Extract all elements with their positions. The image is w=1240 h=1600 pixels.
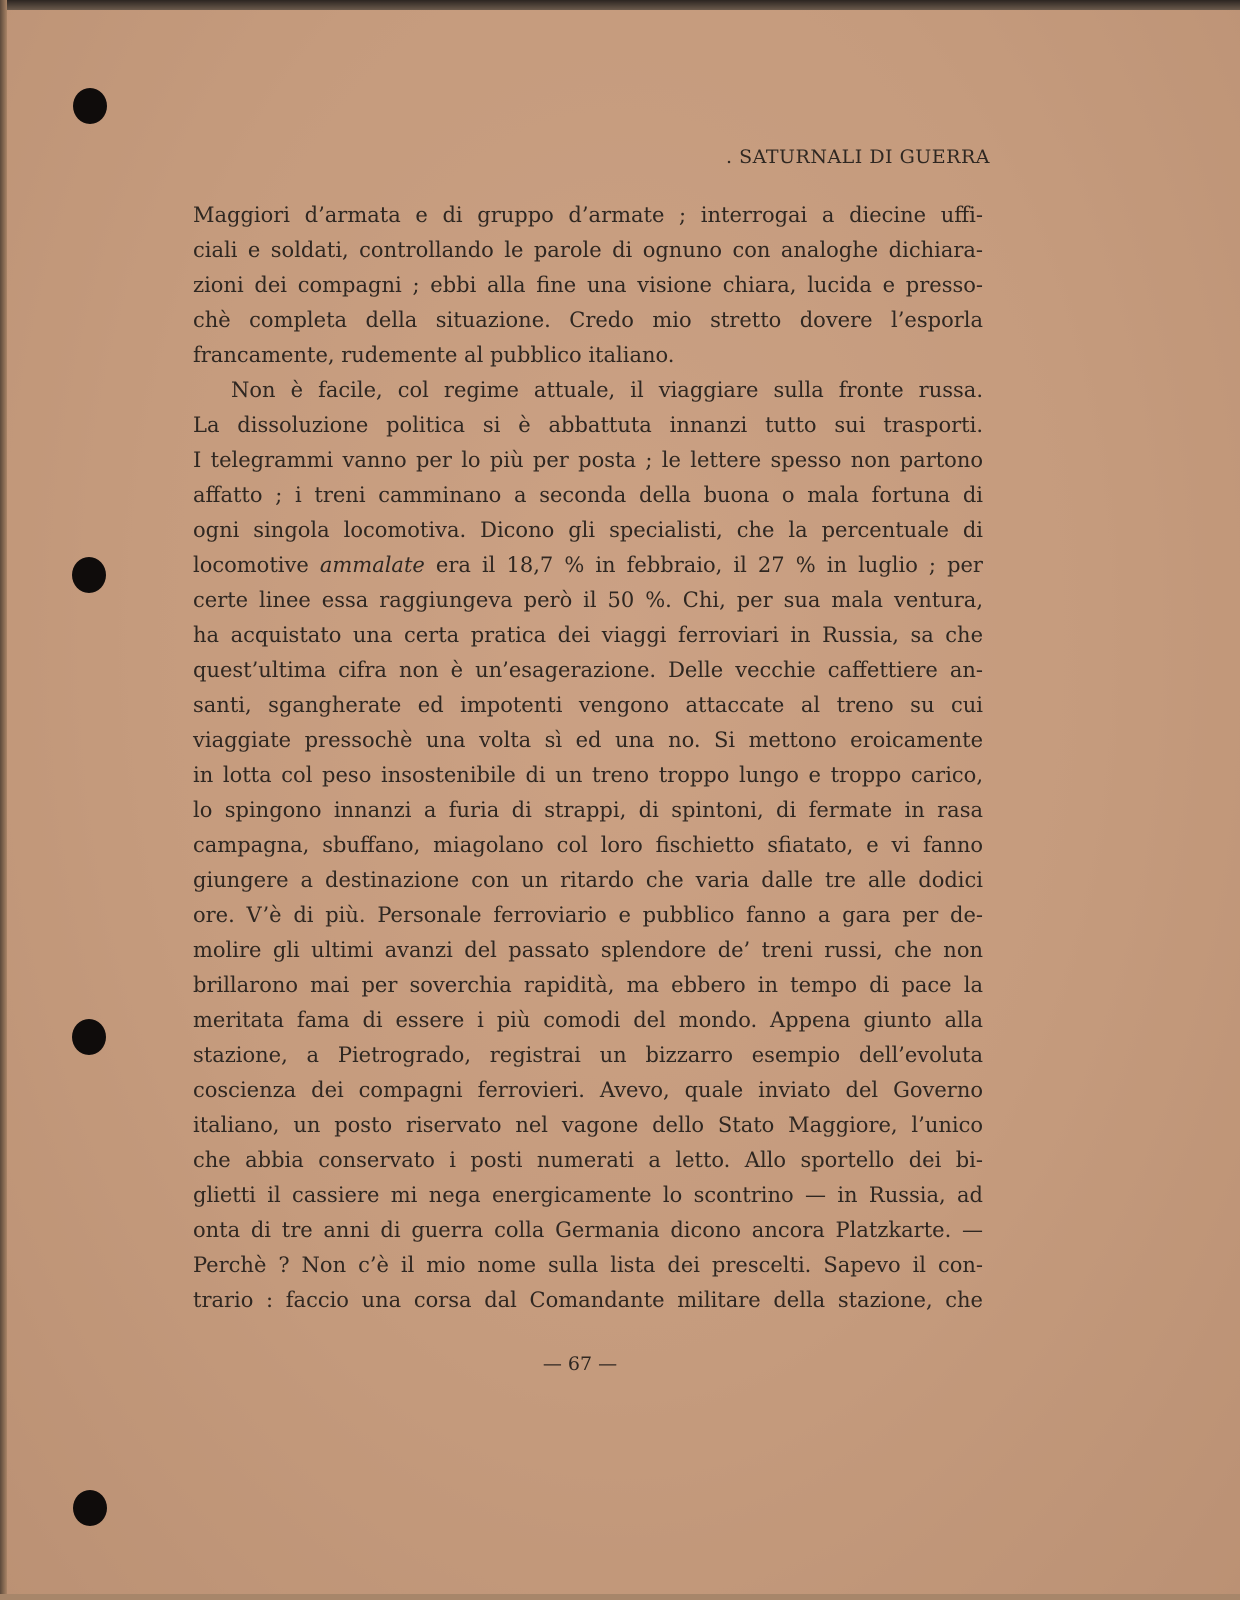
text-line: ciali e soldati, controllando le parole di ognuno con analoghe dichiara-	[193, 238, 983, 262]
text-line: viaggiate pressochè una volta sì ed una no. Si mettono eroicamente	[193, 728, 983, 752]
top-edge-shadow	[0, 0, 1240, 10]
text-line: trario : faccio una corsa dal Comandante militare della stazione, che	[193, 1288, 983, 1312]
text-segment: locomotive	[193, 553, 320, 577]
text-line: meritata fama di essere i più comodi del mondo. Appena giunto alla	[193, 1008, 983, 1032]
text-line: molire gli ultimi avanzi del passato splendore de’ treni russi, che non	[193, 938, 983, 962]
punch-hole-icon	[73, 1490, 107, 1526]
paragraph-first-line: Non è facile, col regime attuale, il viaggiare sulla fronte russa.	[231, 378, 983, 402]
text-line: chè completa della situazione. Credo mio stretto dovere l’esporla	[193, 308, 983, 332]
body-text	[193, 198, 983, 1318]
text-line: francamente, rudemente al pubblico italiano.	[193, 343, 675, 367]
text-line: Perchè ? Non c’è il mio nome sulla lista dei prescelti. Sapevo il con-	[193, 1253, 983, 1277]
bottom-edge	[0, 1594, 1240, 1600]
text-line: stazione, a Pietrogrado, registrai un bizzarro esempio dell’evoluta	[193, 1043, 983, 1067]
text-segment: era il 18,7 % in febbraio, il 27 % in luglio ; per	[424, 553, 983, 577]
text-line: Maggiori d’armata e di gruppo d’armate ; interrogai a diecine uffi-	[193, 203, 983, 227]
text-line: coscienza dei compagni ferrovieri. Avevo, quale inviato del Governo	[193, 1078, 983, 1102]
text-line: ogni singola locomotiva. Dicono gli specialisti, che la percentuale di	[193, 518, 983, 542]
text-line: giungere a destinazione con un ritardo che varia dalle tre alle dodici	[193, 868, 983, 892]
text-line: brillarono mai per soverchia rapidità, ma ebbero in tempo di pace la	[193, 973, 983, 997]
text-line: zioni dei compagni ; ebbi alla fine una visione chiara, lucida e presso-	[193, 273, 983, 297]
text-line: ore. V’è di più. Personale ferroviario e pubblico fanno a gara per de-	[193, 903, 983, 927]
binding-edge	[0, 0, 7, 1600]
text-line: affatto ; i treni camminano a seconda della buona o mala fortuna di	[193, 483, 983, 507]
punch-hole-icon	[73, 88, 107, 124]
running-head: . SATURNALI DI GUERRA	[726, 146, 990, 168]
text-line: lo spingono innanzi a furia di strappi, di spintoni, di fermate in rasa	[193, 798, 983, 822]
text-line: onta di tre anni di guerra colla Germania dicono ancora Platzkarte. —	[193, 1218, 983, 1242]
punch-hole-icon	[72, 557, 106, 593]
text-line: santi, sgangherate ed impotenti vengono attaccate al treno su cui	[193, 693, 983, 717]
text-line: ha acquistato una certa pratica dei viaggi ferroviari in Russia, sa che	[193, 623, 983, 647]
punch-hole-icon	[72, 1019, 106, 1055]
text-line: La dissoluzione politica si è abbattuta innanzi tutto sui trasporti.	[193, 413, 983, 437]
text-line: che abbia conservato i posti numerati a letto. Allo sportello dei bi-	[193, 1148, 983, 1172]
text-line-with-italic	[193, 548, 983, 583]
text-line: italiano, un posto riservato nel vagone dello Stato Maggiore, l’unico	[193, 1113, 983, 1137]
italic-word: ammalate	[319, 553, 425, 577]
text-line: certe linee essa raggiungeva però il 50 %. Chi, per sua mala ventura,	[193, 588, 983, 612]
page-number: — 67 —	[542, 1353, 618, 1375]
text-line: I telegrammi vanno per lo più per posta ; le lettere spesso non partono	[193, 448, 983, 472]
text-line: quest’ultima cifra non è un’esagerazione. Delle vecchie caffettiere an-	[193, 658, 983, 682]
text-line: glietti il cassiere mi nega energicamente lo scontrino — in Russia, ad	[193, 1183, 983, 1207]
text-line: in lotta col peso insostenibile di un treno troppo lungo e troppo carico,	[193, 763, 983, 787]
text-line: campagna, sbuffano, miagolano col loro fischietto sfiatato, e vi fanno	[193, 833, 983, 857]
